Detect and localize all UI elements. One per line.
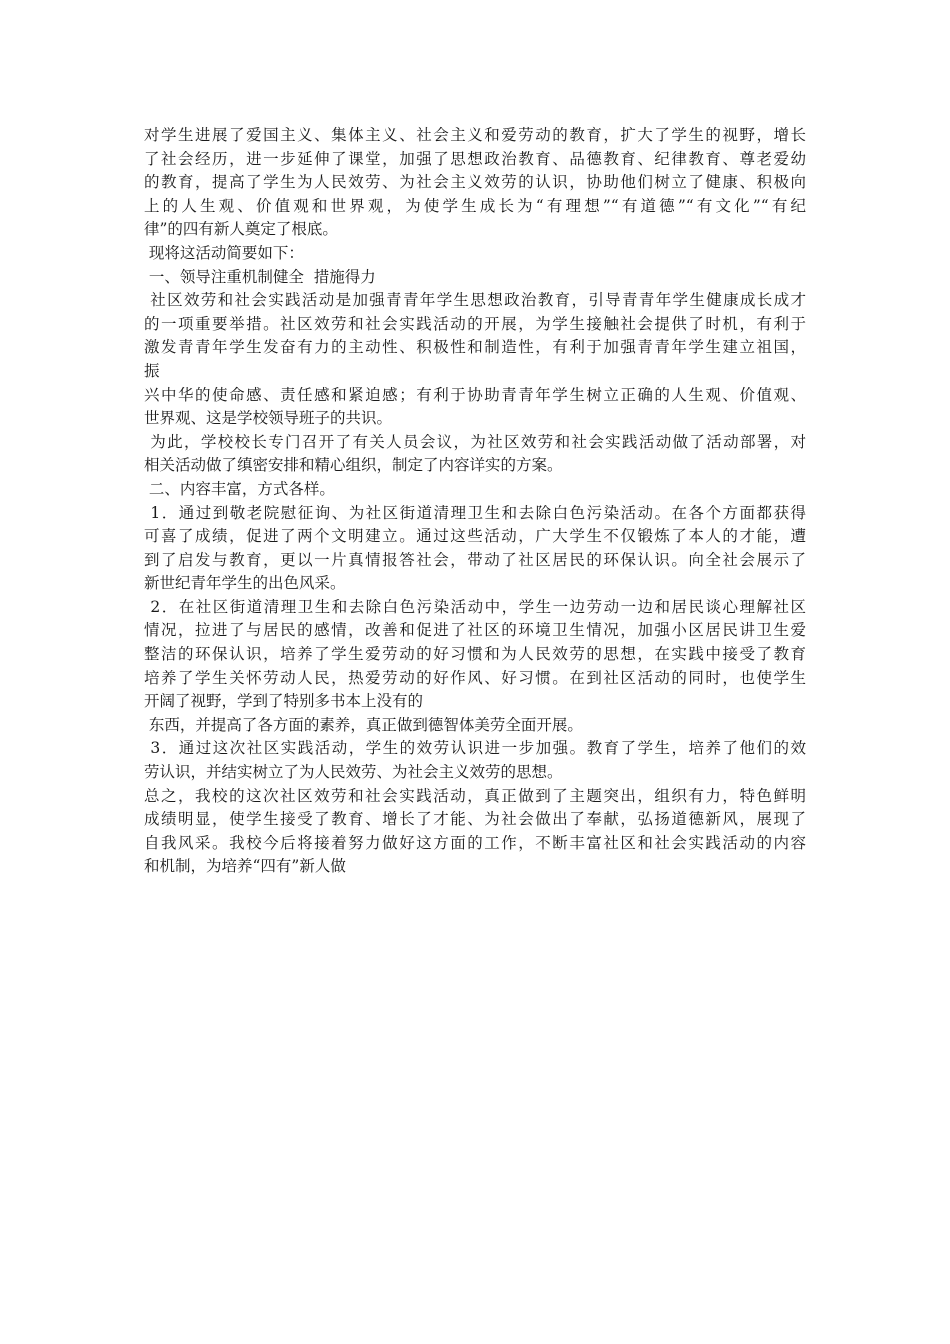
- text-line: 东西，并提高了各方面的素养，真正做到德智体美劳全面开展。: [144, 715, 583, 734]
- text-line: 的教育，提高了学生为人民效劳、为社会主义效劳的认识，协助他们树立了健康、积极向: [144, 173, 806, 192]
- text-line: 劳认识，并结实树立了为人民效劳、为社会主义效劳的思想。: [144, 763, 563, 782]
- text-line: 可喜了成绩，促进了两个文明建立。通过这些活动，广大学生不仅锻炼了本人的才能，遭: [144, 527, 806, 546]
- text-line: 3．通过这次社区实践活动，学生的效劳认识进一步加强。教育了学生，培养了他们的效: [144, 739, 806, 758]
- text-line: 激发青青年学生发奋有力的主动性、积极性和制造性，有利于加强青青年学生建立祖国，: [144, 338, 806, 357]
- text-line: 的一项重要举措。社区效劳和社会实践活动的开展，为学生接触社会提供了时机，有利于: [144, 314, 806, 333]
- text-line: 兴中华的使命感、责任感和紧迫感；有利于协助青青年学生树立正确的人生观、价值观、: [144, 385, 806, 404]
- text-line: 到了启发与教育，更以一片真情报答社会，带动了社区居民的环保认识。向全社会展示了: [144, 550, 806, 569]
- text-line: 新世纪青年学生的出色风采。: [144, 574, 346, 593]
- text-line: 上的人生观、价值观和世界观，为使学生成长为“有理想”“有道德”“有文化”“有纪: [144, 196, 806, 215]
- text-line: 培养了学生关怀劳动人民，热爱劳动的好作风、好习惯。在到社区活动的同时，也使学生: [144, 668, 806, 687]
- text-line: 开阔了视野，学到了特别多书本上没有的: [144, 692, 424, 711]
- section-heading: 一、领导注重机制健全 措施得力: [144, 267, 376, 286]
- text-line: 振: [144, 361, 160, 380]
- text-line: 成绩明显，使学生接受了教育、增长了才能、为社会做出了奉献，弘扬道德新风，展现了: [144, 810, 806, 829]
- text-line: 整洁的环保认识，培养了学生爱劳动的好习惯和为人民效劳的思想，在实践中接受了教育: [144, 645, 806, 664]
- text-line: 律”的四有新人奠定了根底。: [144, 220, 338, 239]
- text-line: 1．通过到敬老院慰征询、为社区街道清理卫生和去除白色污染活动。在各个方面都获得: [144, 503, 806, 522]
- text-line: 世界观、这是学校领导班子的共识。: [144, 409, 393, 428]
- text-line: 社区效劳和社会实践活动是加强青青年学生思想政治教育，引导青青年学生健康成长成才: [144, 291, 806, 310]
- text-line: 自我风采。我校今后将接着努力做好这方面的工作，不断丰富社区和社会实践活动的内容: [144, 833, 806, 852]
- text-line: 了社会经历，进一步延伸了课堂，加强了思想政治教育、品德教育、纪律教育、尊老爱幼: [144, 149, 806, 168]
- section-heading: 二、内容丰富，方式各样。: [144, 479, 335, 498]
- text-line: 现将这活动简要如下：: [144, 243, 304, 262]
- text-line: 对学生进展了爱国主义、集体主义、社会主义和爱劳动的教育，扩大了学生的视野，增长: [144, 126, 806, 144]
- text-line: 和机制，为培养“四有”新人做: [144, 857, 346, 876]
- text-line: 2．在社区街道清理卫生和去除白色污染活动中，学生一边劳动一边和居民谈心理解社区: [144, 597, 806, 616]
- document-body: [144, 124, 806, 879]
- text-line: 为此，学校校长专门召开了有关人员会议，为社区效劳和社会实践活动做了活动部署，对: [144, 432, 806, 451]
- text-line: 情况，拉进了与居民的感情，改善和促进了社区的环境卫生情况，加强小区居民讲卫生爱: [144, 621, 806, 640]
- text-line: 相关活动做了缜密安排和精心组织，制定了内容详实的方案。: [144, 456, 563, 475]
- text-line: 总之，我校的这次社区效劳和社会实践活动，真正做到了主题突出，组织有力，特色鲜明: [144, 786, 806, 805]
